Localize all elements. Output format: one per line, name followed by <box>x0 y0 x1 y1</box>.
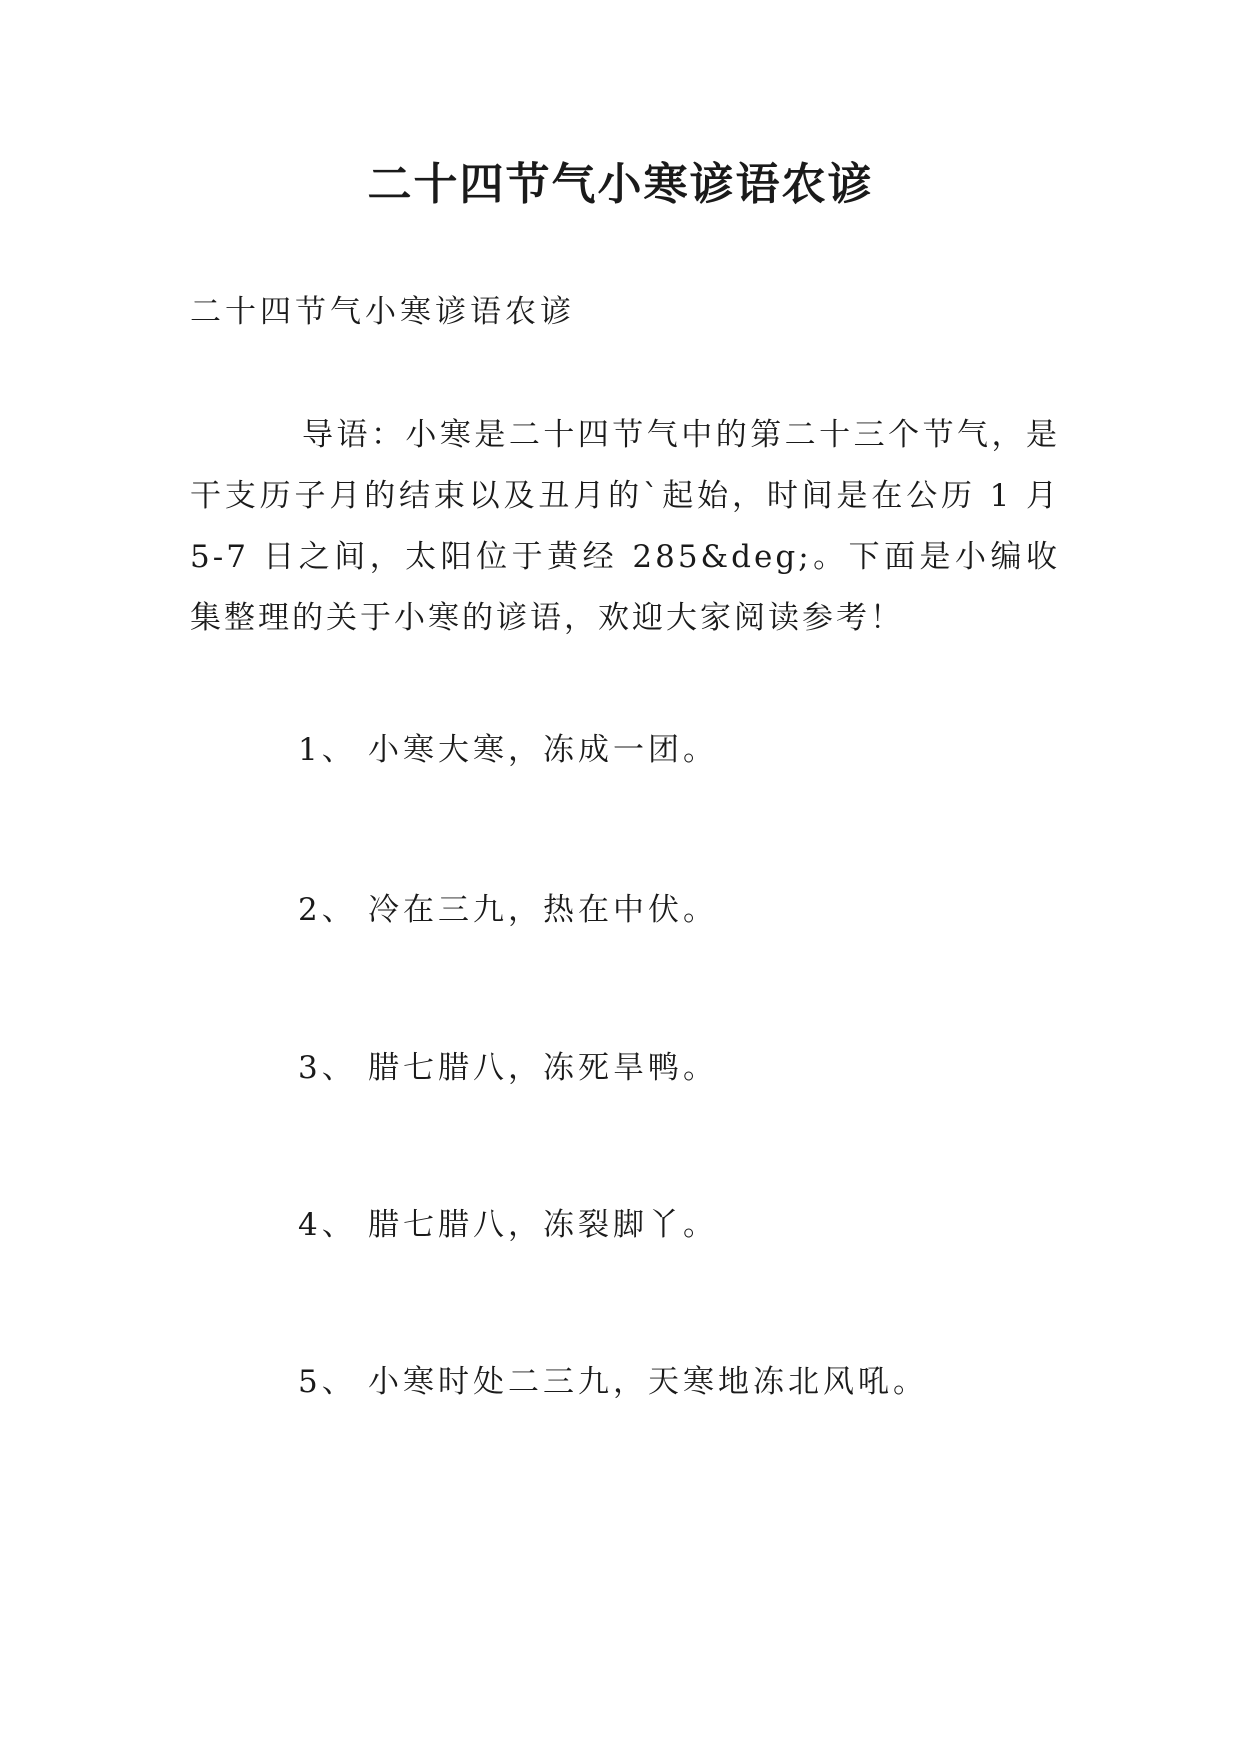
list-item-text: 腊七腊八，冻裂脚丫。 <box>368 1207 718 1243</box>
list-item <box>298 730 1058 770</box>
list-item-number: 1、 <box>298 732 357 768</box>
list-item-text: 小寒大寒，冻成一团。 <box>368 732 718 768</box>
list-item-number: 4、 <box>298 1207 357 1243</box>
list-item <box>298 1048 1058 1088</box>
list-item-text: 腊七腊八，冻死旱鸭。 <box>368 1050 718 1086</box>
subtitle: 二十四节气小寒谚语农谚 <box>190 294 575 330</box>
intro-paragraph: 导语：小寒是二十四节气中的第二十三个节气，是干支历子月的结束以及丑月的`起始，时间是在公历 1 月 5-7 日之间，太阳位于黄经 285&deg;。下面是小编收集整理的关于小寒的谚语，欢迎大家阅读参考！ <box>190 417 1060 636</box>
list-item-number: 3、 <box>298 1050 357 1086</box>
list-item-number: 2、 <box>298 892 357 928</box>
list-item <box>298 1362 1058 1402</box>
page-title: 二十四节气小寒谚语农谚 <box>367 159 874 210</box>
list-item <box>298 1205 1058 1245</box>
list-item-number: 5、 <box>298 1364 357 1400</box>
list-item <box>298 890 1058 930</box>
list-item-text: 冷在三九，热在中伏。 <box>368 892 718 928</box>
list-item-text: 小寒时处二三九，天寒地冻北风吼。 <box>368 1364 928 1400</box>
